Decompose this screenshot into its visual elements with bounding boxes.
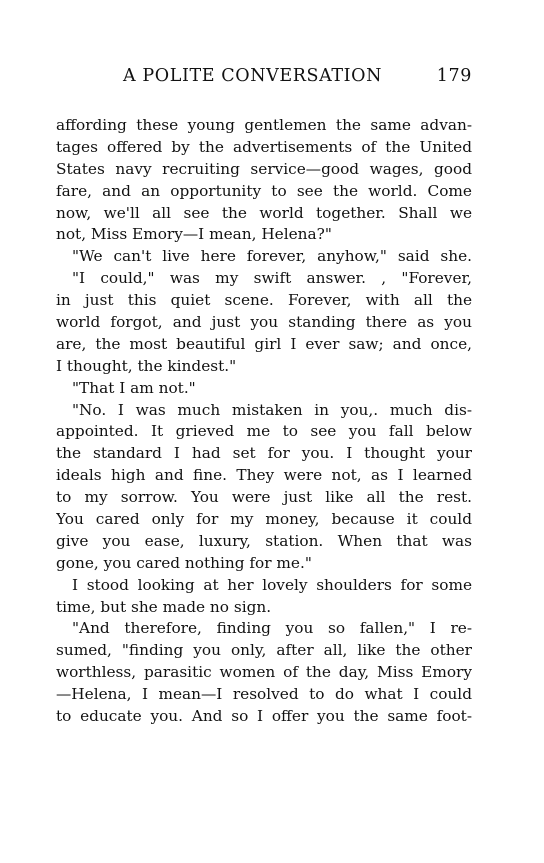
text-line: sumed, "finding you only, after all, like the other <box>56 641 472 660</box>
text-line: give you ease, luxury, station. When that was <box>56 531 472 550</box>
text-line: now, we'll all see the world together. Shall we <box>56 203 472 222</box>
text-line: tages offered by the advertisements of the United <box>56 137 472 156</box>
text-line: not, Miss Emory—I mean, Helena?" <box>56 225 332 244</box>
text-line: worthless, parasitic women of the day, Miss Emory <box>56 663 472 682</box>
text-line: You cared only for my money, because it could <box>56 510 472 529</box>
text-line: the standard I had set for you. I thought your <box>56 444 472 463</box>
text-line: "And therefore, finding you so fallen," I re- <box>72 619 472 638</box>
page-number: 179 <box>436 66 472 86</box>
text-line: gone, you cared nothing for me." <box>56 553 312 572</box>
text-line: appointed. It grieved me to see you fall below <box>56 422 472 441</box>
text-line: to educate you. And so I offer you the same foot- <box>56 707 472 726</box>
page-header <box>56 66 472 92</box>
text-line: time, but she made no sign. <box>56 597 272 616</box>
text-line: States navy recruiting service—good wages, good <box>56 159 472 178</box>
text-line: in just this quiet scene. Forever, with all the <box>56 291 472 310</box>
text-line: to my sorrow. You were just like all the rest. <box>56 488 472 507</box>
text-line: "No. I was much mistaken in you,. much dis- <box>72 400 472 419</box>
text-line: —Helena, I mean—I resolved to do what I could <box>56 685 472 704</box>
text-line: affording these young gentlemen the same advan- <box>56 116 472 134</box>
text-line: are, the most beautiful girl I ever saw; and once, <box>56 334 472 353</box>
text-line: ideals high and fine. They were not, as I learned <box>56 466 472 485</box>
text-line: world forgot, and just you standing there as you <box>56 313 472 332</box>
text-line: I stood looking at her lovely shoulders for some <box>72 575 472 594</box>
text-line: "That I am not." <box>72 378 196 397</box>
running-title: A POLITE CONVERSATION <box>123 66 383 86</box>
text-line: "We can't live here forever, anyhow," said she. <box>72 247 472 266</box>
body-text <box>56 115 472 728</box>
text-line: fare, and an opportunity to see the world. Come <box>56 181 472 200</box>
text-line: "I could," was my swift answer. , "Forever, <box>72 269 472 288</box>
text-line: I thought, the kindest." <box>56 356 237 375</box>
